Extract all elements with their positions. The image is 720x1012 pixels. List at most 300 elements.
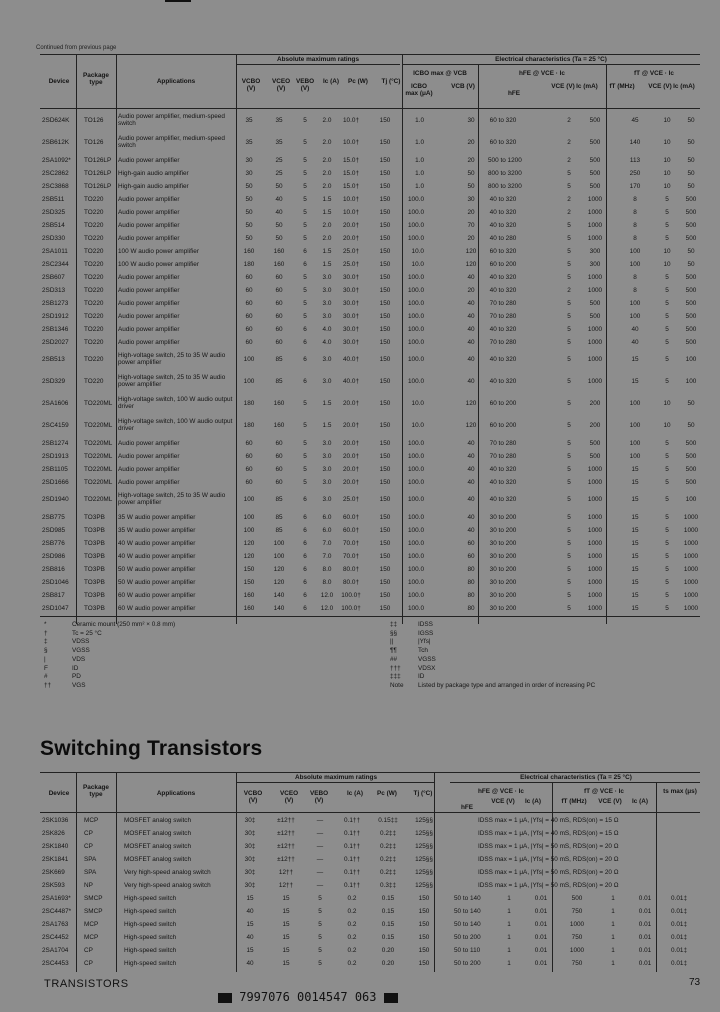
value-cell: 5 <box>567 579 571 586</box>
value-cell: 160 <box>243 605 255 612</box>
value-cell: 200 <box>589 400 601 407</box>
value-cell: 6 <box>303 579 307 586</box>
value-cell: 150 <box>418 908 430 915</box>
value-cell: 60 <box>245 453 253 460</box>
sw-col-header-pc: Pc (W) <box>377 790 397 797</box>
value-cell: 1 <box>611 921 615 928</box>
value-cell: 15 <box>631 496 639 503</box>
value-cell: 1.5 <box>322 400 332 407</box>
value-cell: 15 <box>282 934 290 941</box>
value-cell: 20 <box>467 209 475 216</box>
value-cell: 40 <box>467 274 475 281</box>
value-cell: 60 <box>245 339 253 346</box>
value-cell: 10 <box>663 183 671 190</box>
value-cell: 30 <box>245 170 253 177</box>
table-row <box>42 957 702 970</box>
value-cell: 100.0 <box>408 287 424 294</box>
device-cell: 2SD1047 <box>42 605 69 612</box>
value-cell: 85 <box>275 514 283 521</box>
device-cell: 2SD330 <box>42 235 66 242</box>
value-cell: 30 <box>467 117 475 124</box>
value-cell: 30 <box>245 157 253 164</box>
application-cell: Very high-speed analog switch <box>124 882 211 889</box>
value-cell: TO3PB <box>84 514 105 521</box>
footnote-symbol: ††† <box>390 664 401 672</box>
value-cell: 1000 <box>587 496 603 503</box>
value-cell: 30‡ <box>244 817 256 824</box>
table-row <box>42 550 702 563</box>
table-top-rule <box>40 54 700 55</box>
value-cell: 120 <box>273 579 285 586</box>
value-cell: 5 <box>665 605 669 612</box>
value-cell: 500 <box>685 274 697 281</box>
device-cell: 2SB513 <box>42 356 65 363</box>
value-cell: 40 to 320 <box>489 356 517 363</box>
value-cell: 40.0† <box>343 378 359 385</box>
value-cell: 3.0 <box>322 274 332 281</box>
value-cell: 60 <box>245 300 253 307</box>
value-cell: 60.0† <box>343 514 359 521</box>
footnote-text: IDSS <box>418 621 433 628</box>
application-cell: Audio power amplifier <box>118 157 180 164</box>
value-cell: 170 <box>629 183 641 190</box>
value-cell: 50 <box>687 117 695 124</box>
col-header-absmax: Absolute maximum ratings <box>276 56 360 63</box>
value-cell: 35 <box>245 139 253 146</box>
value-cell: 100.0 <box>408 326 424 333</box>
application-cell: High-speed switch <box>124 960 177 967</box>
value-cell: 6 <box>303 540 307 547</box>
value-cell: 10.0† <box>343 196 359 203</box>
footnote-text: PD <box>72 673 81 681</box>
value-cell: 150 <box>379 117 391 124</box>
table-row <box>42 489 702 511</box>
value-cell: 30 to 200 <box>489 527 517 534</box>
application-cell: MOSFET analog switch <box>124 830 192 837</box>
value-cell: 60 <box>245 479 253 486</box>
value-cell: 50 <box>245 222 253 229</box>
value-cell: 50 <box>687 248 695 255</box>
col-header-device: Device <box>48 78 70 85</box>
value-cell: 100.0 <box>408 527 424 534</box>
value-cell: IDSS max = 1 μA, |Yfs| = 50 mS, RDS(on) = 20 Ω <box>478 869 619 876</box>
device-cell: 2SC4159 <box>42 422 69 429</box>
value-cell: 5 <box>303 209 307 216</box>
table-row <box>42 944 702 957</box>
value-cell: 2.0 <box>322 183 332 190</box>
value-cell: 5 <box>665 479 669 486</box>
value-cell: 60 <box>467 540 475 547</box>
value-cell: 30.0† <box>343 287 359 294</box>
value-cell: 5 <box>303 139 307 146</box>
value-cell: — <box>316 843 324 850</box>
value-cell: 1000 <box>587 274 603 281</box>
value-cell: CP <box>84 843 93 850</box>
value-cell: 15 <box>246 947 254 954</box>
table-row <box>42 232 702 245</box>
value-cell: 5 <box>567 235 571 242</box>
value-cell: 5 <box>318 934 322 941</box>
value-cell: 50 to 140 <box>454 895 481 902</box>
application-cell: 100 W audio power amplifier <box>118 248 199 255</box>
value-cell: 4.0 <box>322 339 332 346</box>
value-cell: 100.0 <box>408 579 424 586</box>
value-cell: 7.0 <box>322 540 332 547</box>
barcode-block-left <box>218 993 232 1003</box>
device-cell: 2SA1011 <box>42 248 68 255</box>
value-cell: 1 <box>507 921 511 928</box>
value-cell: 0.01‡ <box>671 921 687 928</box>
value-cell: 5 <box>567 313 571 320</box>
col-header-ft-group: fT @ VCE · Ic <box>634 70 674 77</box>
value-cell: IDSS max = 1 μA, |Yfs| = 40 mS, RDS(on) = 15 Ω <box>478 817 619 824</box>
footnote-symbol: ¶¶ <box>390 647 397 655</box>
value-cell: 80.0† <box>343 579 359 586</box>
value-cell: 50 <box>245 183 253 190</box>
table-row <box>42 840 702 853</box>
value-cell: 35 <box>275 139 283 146</box>
value-cell: 5 <box>303 117 307 124</box>
value-cell: 40 <box>467 466 475 473</box>
value-cell: 60 <box>245 466 253 473</box>
value-cell: 5 <box>567 183 571 190</box>
value-cell: TO3PB <box>84 566 105 573</box>
value-cell: 150 <box>379 157 391 164</box>
table-row <box>42 931 702 944</box>
value-cell: 20.0† <box>343 235 359 242</box>
value-cell: 40 <box>467 440 475 447</box>
col-header-hfe: hFE <box>507 90 521 97</box>
value-cell: — <box>316 817 324 824</box>
value-cell: 2 <box>567 196 571 203</box>
sw-col-header-ic_a: Ic (A) <box>525 798 541 805</box>
value-cell: 40 to 320 <box>489 326 517 333</box>
value-cell: 150 <box>379 527 391 534</box>
value-cell: 200 <box>589 422 601 429</box>
col-header-vcbo: VCBO (V) <box>241 78 261 92</box>
value-cell: 100.0 <box>408 235 424 242</box>
value-cell: 120 <box>465 261 477 268</box>
value-cell: 120 <box>465 400 477 407</box>
sw-col-header-vceo: VCEO (V) <box>279 790 299 804</box>
device-cell: 2SD2027 <box>42 339 69 346</box>
value-cell: 60 <box>245 326 253 333</box>
value-cell: 50 <box>275 222 283 229</box>
value-cell: 6 <box>303 339 307 346</box>
value-cell: 45 <box>631 117 639 124</box>
continued-note: Continued from previous page <box>36 45 117 51</box>
value-cell: 35 <box>275 117 283 124</box>
value-cell: 0.01 <box>534 921 548 928</box>
value-cell: 1000 <box>587 356 603 363</box>
value-cell: 15.0† <box>343 183 359 190</box>
value-cell: 5 <box>567 592 571 599</box>
elec-underline <box>402 64 700 65</box>
footnote-symbol: ‡ <box>44 638 48 646</box>
value-cell: 0.15 <box>381 934 395 941</box>
value-cell: 750 <box>571 934 583 941</box>
value-cell: 500 <box>685 209 697 216</box>
value-cell: 40 to 320 <box>489 287 517 294</box>
value-cell: 30 to 200 <box>489 579 517 586</box>
value-cell: 40 <box>246 960 254 967</box>
value-cell: 8 <box>633 196 637 203</box>
value-cell: 100.0† <box>341 592 361 599</box>
value-cell: 70 to 280 <box>489 313 517 320</box>
value-cell: 1000 <box>587 339 603 346</box>
value-cell: 500 <box>589 117 601 124</box>
value-cell: 500 <box>685 313 697 320</box>
application-cell: Audio power amplifier <box>118 196 180 203</box>
value-cell: 0.01 <box>534 947 548 954</box>
value-cell: 15 <box>631 527 639 534</box>
device-cell: 2SD986 <box>42 553 66 560</box>
value-cell: 6 <box>303 261 307 268</box>
value-cell: 0.1†† <box>344 830 360 837</box>
value-cell: 0.01 <box>534 908 548 915</box>
value-cell: 150 <box>379 514 391 521</box>
value-cell: 8.0 <box>322 579 332 586</box>
value-cell: 15.0† <box>343 170 359 177</box>
value-cell: 500 <box>571 895 583 902</box>
barcode-block-right <box>384 993 398 1003</box>
value-cell: TO3PB <box>84 605 105 612</box>
value-cell: 40 to 320 <box>489 196 517 203</box>
value-cell: 12.0 <box>320 605 334 612</box>
table-row <box>42 511 702 524</box>
device-cell: 2SD325 <box>42 209 66 216</box>
value-cell: 2 <box>567 287 571 294</box>
value-cell: 30.0† <box>343 313 359 320</box>
value-cell: TO3PB <box>84 527 105 534</box>
value-cell: 150 <box>418 895 430 902</box>
page-number: 73 <box>689 977 701 988</box>
application-cell: High-voltage switch, 25 to 35 W audio power amplifier <box>118 374 226 388</box>
value-cell: 100.0 <box>408 466 424 473</box>
value-cell: 125§§ <box>415 869 433 876</box>
sw-col-header-vebo: VEBO (V) <box>309 790 329 804</box>
footnote-text: VGSS <box>418 655 436 663</box>
value-cell: 1.0 <box>415 157 424 164</box>
value-cell: ±12†† <box>277 856 295 863</box>
value-cell: 85 <box>275 527 283 534</box>
value-cell: 50 <box>687 170 695 177</box>
value-cell: 0.1†† <box>344 817 360 824</box>
value-cell: 85 <box>275 356 283 363</box>
value-cell: 160 <box>273 422 285 429</box>
device-cell: 2SD313 <box>42 287 66 294</box>
value-cell: 5 <box>665 592 669 599</box>
value-cell: 150 <box>379 235 391 242</box>
value-cell: 12.0 <box>320 592 334 599</box>
application-cell: 100 W audio power amplifier <box>118 261 199 268</box>
value-cell: 5 <box>318 908 322 915</box>
application-cell: Audio power amplifier <box>118 440 180 447</box>
value-cell: CP <box>84 830 93 837</box>
value-cell: 40 <box>467 378 475 385</box>
value-cell: 40 <box>467 326 475 333</box>
value-cell: 5 <box>665 287 669 294</box>
value-cell: 20 <box>467 235 475 242</box>
value-cell: 1000 <box>683 553 699 560</box>
value-cell: TO220ML <box>84 422 113 429</box>
value-cell: 3.0 <box>322 440 332 447</box>
value-cell: 3.0 <box>322 479 332 486</box>
sw-col-header-elec: Electrical characteristics (Ta = 25 °C) <box>520 774 632 781</box>
value-cell: 500 <box>685 326 697 333</box>
value-cell: 125§§ <box>415 856 433 863</box>
value-cell: 1000 <box>569 947 585 954</box>
value-cell: 100 <box>629 400 641 407</box>
value-cell: 180 <box>243 261 255 268</box>
value-cell: 30‡ <box>244 830 256 837</box>
value-cell: 120 <box>465 422 477 429</box>
value-cell: 5 <box>567 248 571 255</box>
value-cell: 60 <box>275 453 283 460</box>
value-cell: 5 <box>567 400 571 407</box>
device-cell: 2SB816 <box>42 566 65 573</box>
value-cell: TO220 <box>84 326 104 333</box>
value-cell: 8 <box>633 222 637 229</box>
footnote-text: Tc = 25 °C <box>72 629 102 637</box>
value-cell: SMCP <box>84 895 103 902</box>
value-cell: — <box>316 830 324 837</box>
value-cell: 5 <box>303 440 307 447</box>
value-cell: 150 <box>379 170 391 177</box>
value-cell: 6.0 <box>322 527 332 534</box>
value-cell: 1000 <box>587 592 603 599</box>
value-cell: 5 <box>303 235 307 242</box>
value-cell: TO220 <box>84 261 104 268</box>
value-cell: 8 <box>633 209 637 216</box>
value-cell: 50 to 110 <box>454 947 481 954</box>
table-row <box>42 132 702 154</box>
value-cell: 60 <box>245 274 253 281</box>
value-cell: — <box>316 882 324 889</box>
value-cell: 1.5 <box>322 196 332 203</box>
value-cell: 100.0† <box>341 605 361 612</box>
value-cell: 100.0 <box>408 540 424 547</box>
value-cell: 70.0† <box>343 553 359 560</box>
value-cell: 1 <box>507 908 511 915</box>
value-cell: 0.01 <box>638 921 652 928</box>
application-cell: Audio power amplifier <box>118 313 180 320</box>
sw-col-header-ts-max: ts max (μs) <box>663 788 697 795</box>
value-cell: 120 <box>273 566 285 573</box>
value-cell: TO220ML <box>84 496 113 503</box>
value-cell: 60 <box>467 553 475 560</box>
value-cell: 5 <box>567 356 571 363</box>
value-cell: 15 <box>631 540 639 547</box>
value-cell: 150 <box>379 139 391 146</box>
value-cell: 150 <box>379 579 391 586</box>
value-cell: 150 <box>379 339 391 346</box>
device-cell: 2SA1704 <box>42 947 69 954</box>
footer-label: TRANSISTORS <box>44 978 129 990</box>
value-cell: 3.0 <box>322 496 332 503</box>
value-cell: 5 <box>567 378 571 385</box>
value-cell: 1 <box>611 895 615 902</box>
value-cell: SMCP <box>84 908 103 915</box>
device-cell: 2SD1046 <box>42 579 69 586</box>
device-cell: 2SB1273 <box>42 300 69 307</box>
device-cell: 2SD1912 <box>42 313 69 320</box>
value-cell: 100 <box>629 313 641 320</box>
value-cell: 1000 <box>587 514 603 521</box>
value-cell: 20.0† <box>343 466 359 473</box>
value-cell: 15 <box>282 960 290 967</box>
col-header-icbo: ICBO max (μA) <box>405 83 433 97</box>
value-cell: 6 <box>303 248 307 255</box>
value-cell: 1000 <box>683 514 699 521</box>
application-cell: High-voltage switch, 100 W audio output driver <box>118 418 233 432</box>
footnote-symbol: || <box>390 638 394 646</box>
value-cell: 100.0 <box>408 592 424 599</box>
footnote-symbol: §§ <box>390 629 398 637</box>
value-cell: 300 <box>589 248 601 255</box>
value-cell: 800 to 3200 <box>488 170 522 177</box>
value-cell: 60 to 320 <box>489 117 517 124</box>
table-row <box>42 853 702 866</box>
value-cell: 160 <box>243 592 255 599</box>
device-cell: 2SK593 <box>42 882 65 889</box>
value-cell: 5 <box>567 540 571 547</box>
footnote-text: ID <box>418 673 425 681</box>
value-cell: 10.0† <box>343 139 359 146</box>
device-cell: 2SD624K <box>42 117 70 124</box>
value-cell: 1000 <box>683 592 699 599</box>
value-cell: 125§§ <box>415 830 433 837</box>
value-cell: 40 <box>467 300 475 307</box>
value-cell: 1.5 <box>322 209 332 216</box>
value-cell: 10.0 <box>411 400 424 407</box>
value-cell: 85 <box>275 378 283 385</box>
value-cell: 100.0 <box>408 566 424 573</box>
value-cell: 50 <box>245 196 253 203</box>
value-cell: 8.0 <box>322 566 332 573</box>
value-cell: 25 <box>275 157 283 164</box>
application-cell: 35 W audio power amplifier <box>118 514 196 521</box>
value-cell: 150 <box>379 422 391 429</box>
value-cell: 500 <box>685 339 697 346</box>
value-cell: 100.0 <box>408 196 424 203</box>
value-cell: 10 <box>663 117 671 124</box>
value-cell: 8 <box>633 274 637 281</box>
application-cell: MOSFET analog switch <box>124 817 192 824</box>
value-cell: 160 <box>243 248 255 255</box>
application-cell: High-gain audio amplifier <box>118 170 189 177</box>
value-cell: 140 <box>273 605 285 612</box>
value-cell: 15 <box>282 921 290 928</box>
table-row <box>42 310 702 323</box>
value-cell: 100.0 <box>408 605 424 612</box>
value-cell: 50 <box>245 209 253 216</box>
value-cell: TO126 <box>84 139 104 146</box>
application-cell: High-speed switch <box>124 908 177 915</box>
value-cell: 60 to 200 <box>489 261 517 268</box>
value-cell: 25 <box>275 170 283 177</box>
value-cell: 500 <box>685 222 697 229</box>
value-cell: 30‡ <box>244 869 256 876</box>
value-cell: 40 to 320 <box>489 466 517 473</box>
value-cell: 20 <box>467 157 475 164</box>
value-cell: 100 <box>629 300 641 307</box>
value-cell: 40 <box>467 453 475 460</box>
device-cell: 2SC4453 <box>42 960 69 967</box>
value-cell: 40 <box>275 196 283 203</box>
value-cell: 1 <box>507 934 511 941</box>
value-cell: 0.01 <box>534 934 548 941</box>
